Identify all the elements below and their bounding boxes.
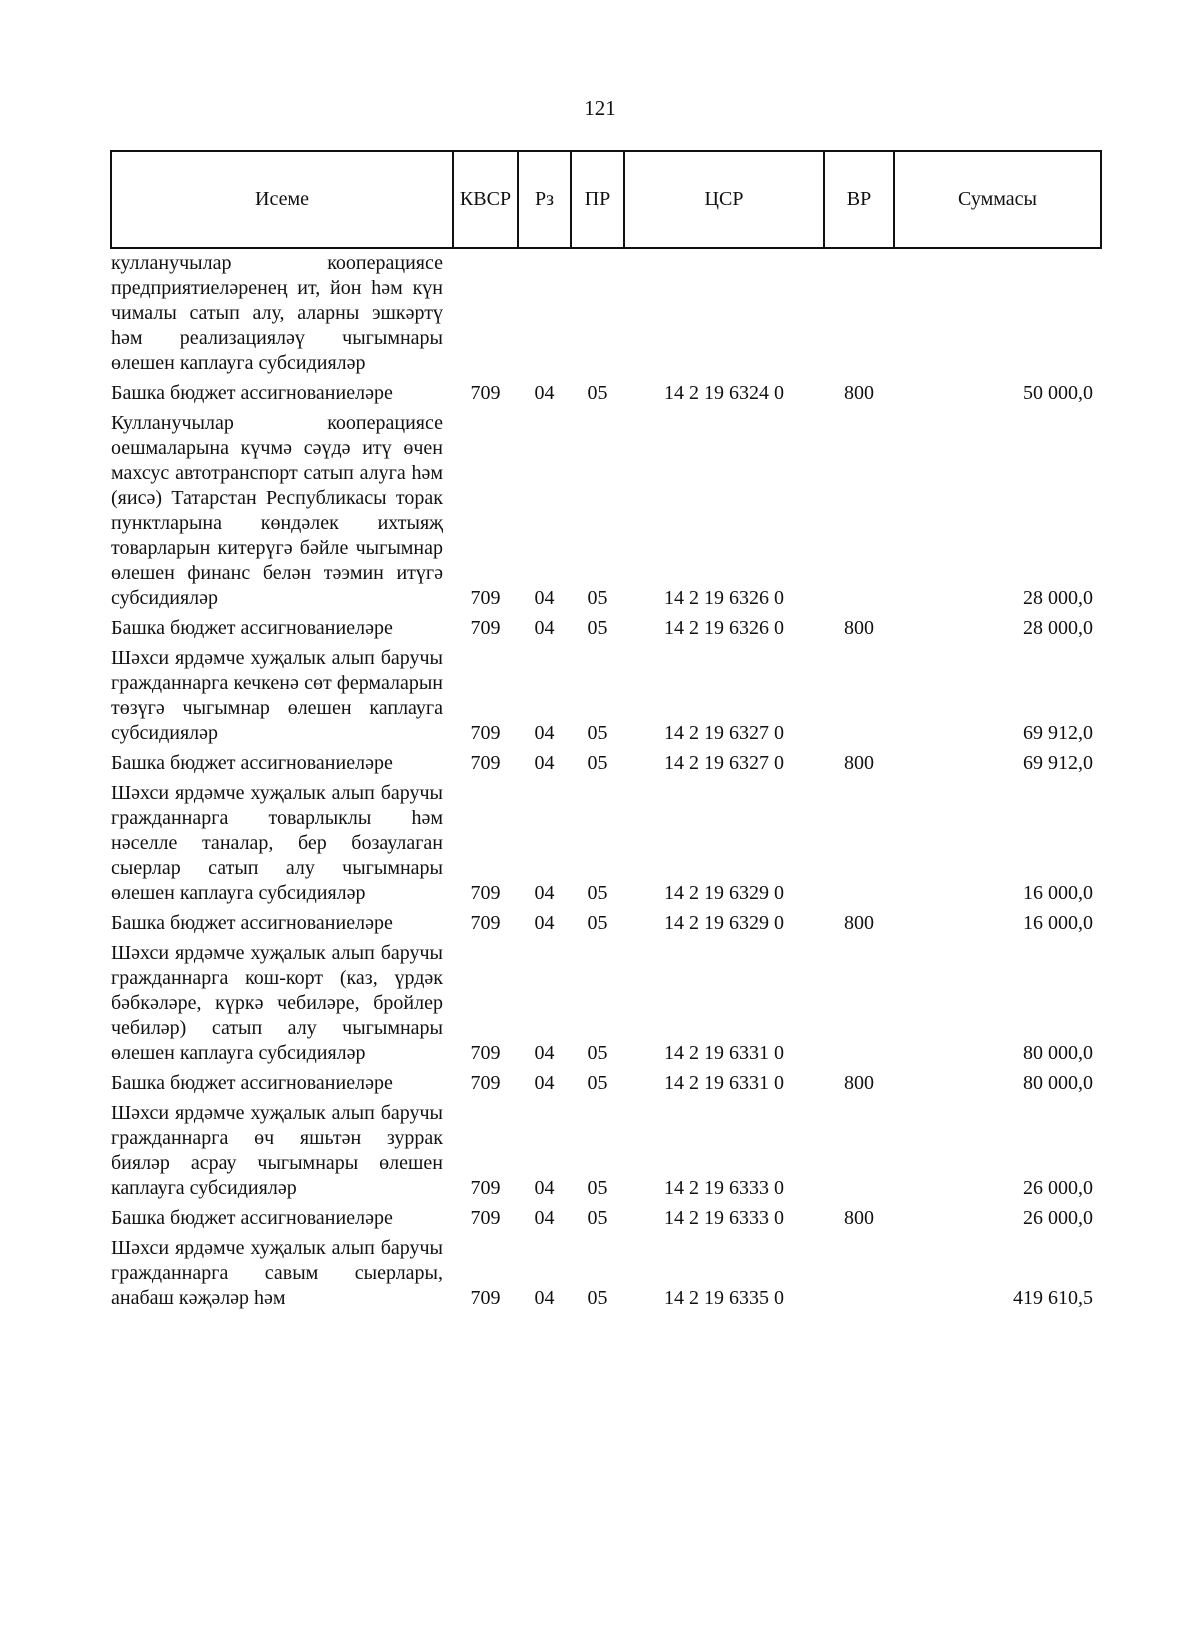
table-row [111,911,1101,941]
row-csr-text: 14 2 19 6333 0 [664,1207,784,1229]
row-vr: 800 [844,912,874,934]
row-csr [624,781,824,911]
row-csr-text: 14 2 19 6324 0 [664,382,784,404]
row-rz [518,251,571,381]
row-sum [894,1236,1101,1316]
table-row [111,616,1101,646]
row-csr [624,411,824,616]
row-csr-text: 14 2 19 6331 0 [664,1042,784,1064]
row-rz: 04 [534,912,555,934]
row-sum-text: 80 000,0 [1023,1072,1093,1094]
row-pr: 05 [587,1042,608,1064]
table-body [111,248,1101,1316]
row-csr-text: 14 2 19 6329 0 [664,882,784,904]
row-sum [894,751,1101,781]
row-name: Башка бюджет ассигнованиеләре [111,382,393,404]
row-sum-text: 69 912,0 [1023,722,1093,744]
row-sum-text: 80 000,0 [1023,1042,1093,1064]
header-kvsr: КВСР [453,151,518,248]
row-kvsr: 709 [470,1207,501,1229]
row-csr-text: 14 2 19 6327 0 [664,722,784,744]
row-sum [894,251,1101,381]
row-rz: 04 [534,722,555,744]
row-name: Шәхси ярдәмче хуҗалык алып баручы гражданнарга савым сыерлары, анабаш кәҗәләр һәм [111,1237,443,1309]
row-pr: 05 [587,882,608,904]
row-sum-text: 419 610,5 [1013,1287,1093,1309]
row-sum-text: 16 000,0 [1023,882,1093,904]
row-sum-text: 28 000,0 [1023,617,1093,639]
row-sum-text: 26 000,0 [1023,1177,1093,1199]
table-row [111,646,1101,751]
table-row [111,1101,1101,1206]
table-header [111,151,1101,248]
row-vr: 800 [844,1207,874,1229]
row-kvsr: 709 [470,1177,501,1199]
row-name: кулланучылар кооперациясе предприятиеләренең ит, йон һәм күн чималы сатып алу, аларны эшкәртү һәм реализацияләү чыгымнары өлешен каплауга субсидияләр [111,252,443,374]
row-name: Шәхси ярдәмче хуҗалык алып баручы гражданнарга кечкенә сөт фермаларын төзүгә чыгымнар өлешен каплауга субсидияләр [111,647,443,744]
row-kvsr [453,251,518,381]
row-sum [894,911,1101,941]
row-sum-text: 26 000,0 [1023,1207,1093,1229]
row-csr [624,646,824,751]
row-kvsr: 709 [470,752,501,774]
row-csr [624,251,824,381]
row-sum [894,381,1101,411]
row-sum [894,411,1101,616]
header-csr: ЦСР [624,151,824,248]
row-pr: 05 [587,1177,608,1199]
row-sum [894,646,1101,751]
row-kvsr: 709 [470,617,501,639]
budget-table [110,150,1102,1316]
row-sum [894,1071,1101,1101]
row-name: Башка бюджет ассигнованиеләре [111,1072,393,1094]
row-pr: 05 [587,382,608,404]
row-kvsr: 709 [470,1072,501,1094]
row-csr [624,1101,824,1206]
table-row [111,1071,1101,1101]
row-sum-text: 16 000,0 [1023,912,1093,934]
table-row [111,251,1101,381]
row-kvsr: 709 [470,587,501,609]
table-row [111,941,1101,1071]
row-sum-text: 69 912,0 [1023,752,1093,774]
row-csr [624,1206,824,1236]
row-kvsr: 709 [470,722,501,744]
row-vr [824,781,894,911]
row-pr: 05 [587,617,608,639]
row-pr: 05 [587,722,608,744]
row-kvsr: 709 [470,1287,501,1309]
row-vr [824,1236,894,1316]
row-rz: 04 [534,587,555,609]
row-rz: 04 [534,1042,555,1064]
row-csr-text: 14 2 19 6329 0 [664,912,784,934]
row-csr [624,616,824,646]
row-csr [624,941,824,1071]
table-row [111,1236,1101,1316]
row-vr: 800 [844,1072,874,1094]
table-row [111,381,1101,411]
row-sum-text: 28 000,0 [1023,587,1093,609]
table-row [111,411,1101,616]
row-kvsr: 709 [470,382,501,404]
row-vr: 800 [844,617,874,639]
row-pr: 05 [587,587,608,609]
row-sum [894,1206,1101,1236]
row-rz: 04 [534,1177,555,1199]
row-csr-text: 14 2 19 6326 0 [664,587,784,609]
row-name: Шәхси ярдәмче хуҗалык алып баручы гражданнарга кош-корт (каз, үрдәк бәбкәләре, күркә чебиләре, бройлер чебиләр) сатып алу чыгымнары өлешен каплауга субсидияләр [111,942,443,1064]
row-sum-text: 50 000,0 [1023,382,1093,404]
row-sum [894,941,1101,1071]
row-rz: 04 [534,382,555,404]
row-csr [624,911,824,941]
row-rz: 04 [534,1287,555,1309]
header-rz: Рз [518,151,571,248]
header-name: Исеме [111,151,453,248]
row-csr-text: 14 2 19 6326 0 [664,617,784,639]
header-vr: ВР [824,151,894,248]
row-pr: 05 [587,752,608,774]
row-rz: 04 [534,1072,555,1094]
row-rz: 04 [534,752,555,774]
row-sum [894,1101,1101,1206]
table-row [111,781,1101,911]
row-pr: 05 [587,1072,608,1094]
row-rz: 04 [534,882,555,904]
row-vr: 800 [844,382,874,404]
row-csr-text: 14 2 19 6327 0 [664,752,784,774]
row-name: Башка бюджет ассигнованиеләре [111,912,393,934]
row-pr: 05 [587,912,608,934]
row-rz: 04 [534,617,555,639]
table-row [111,1206,1101,1236]
row-csr [624,1236,824,1316]
page-number: 121 [584,96,616,120]
row-kvsr: 709 [470,882,501,904]
row-vr [824,411,894,616]
row-name: Башка бюджет ассигнованиеләре [111,752,393,774]
row-name: Башка бюджет ассигнованиеләре [111,617,393,639]
row-name: Кулланучылар кооперациясе оешмаларына күчмә сәүдә итү өчен махсус автотранспорт сатып алуга һәм (яисә) Татарстан Республикасы торак пунктларына көндәлек ихтыяҗ товарларын китерүгә бәйле чыгымнар өлешен финанс белән тәэмин итүгә субсидияләр [111,412,443,609]
row-pr [571,251,624,381]
row-csr [624,751,824,781]
row-name: Шәхси ярдәмче хуҗалык алып баручы гражданнарга товарлыклы һәм нәселле таналар, бер бозаулаган сыерлар сатып алу чыгымнары өлешен каплауга субсидияләр [111,782,443,904]
header-pr: ПР [571,151,624,248]
header-sum: Суммасы [894,151,1101,248]
row-pr: 05 [587,1207,608,1229]
row-pr: 05 [587,1287,608,1309]
row-vr [824,941,894,1071]
row-vr [824,251,894,381]
row-kvsr: 709 [470,1042,501,1064]
row-vr [824,1101,894,1206]
row-csr [624,1071,824,1101]
row-rz: 04 [534,1207,555,1229]
row-sum [894,616,1101,646]
row-kvsr: 709 [470,912,501,934]
row-csr-text: 14 2 19 6331 0 [664,1072,784,1094]
table-row [111,751,1101,781]
row-csr [624,381,824,411]
row-csr-text: 14 2 19 6333 0 [664,1177,784,1199]
row-vr [824,646,894,751]
row-csr-text: 14 2 19 6335 0 [664,1287,784,1309]
row-vr: 800 [844,752,874,774]
row-name: Шәхси ярдәмче хуҗалык алып баручы гражданнарга өч яшьтән зуррак бияләр асрау чыгымнары өлешен каплауга субсидияләр [111,1102,443,1199]
row-name: Башка бюджет ассигнованиеләре [111,1207,393,1229]
row-sum [894,781,1101,911]
